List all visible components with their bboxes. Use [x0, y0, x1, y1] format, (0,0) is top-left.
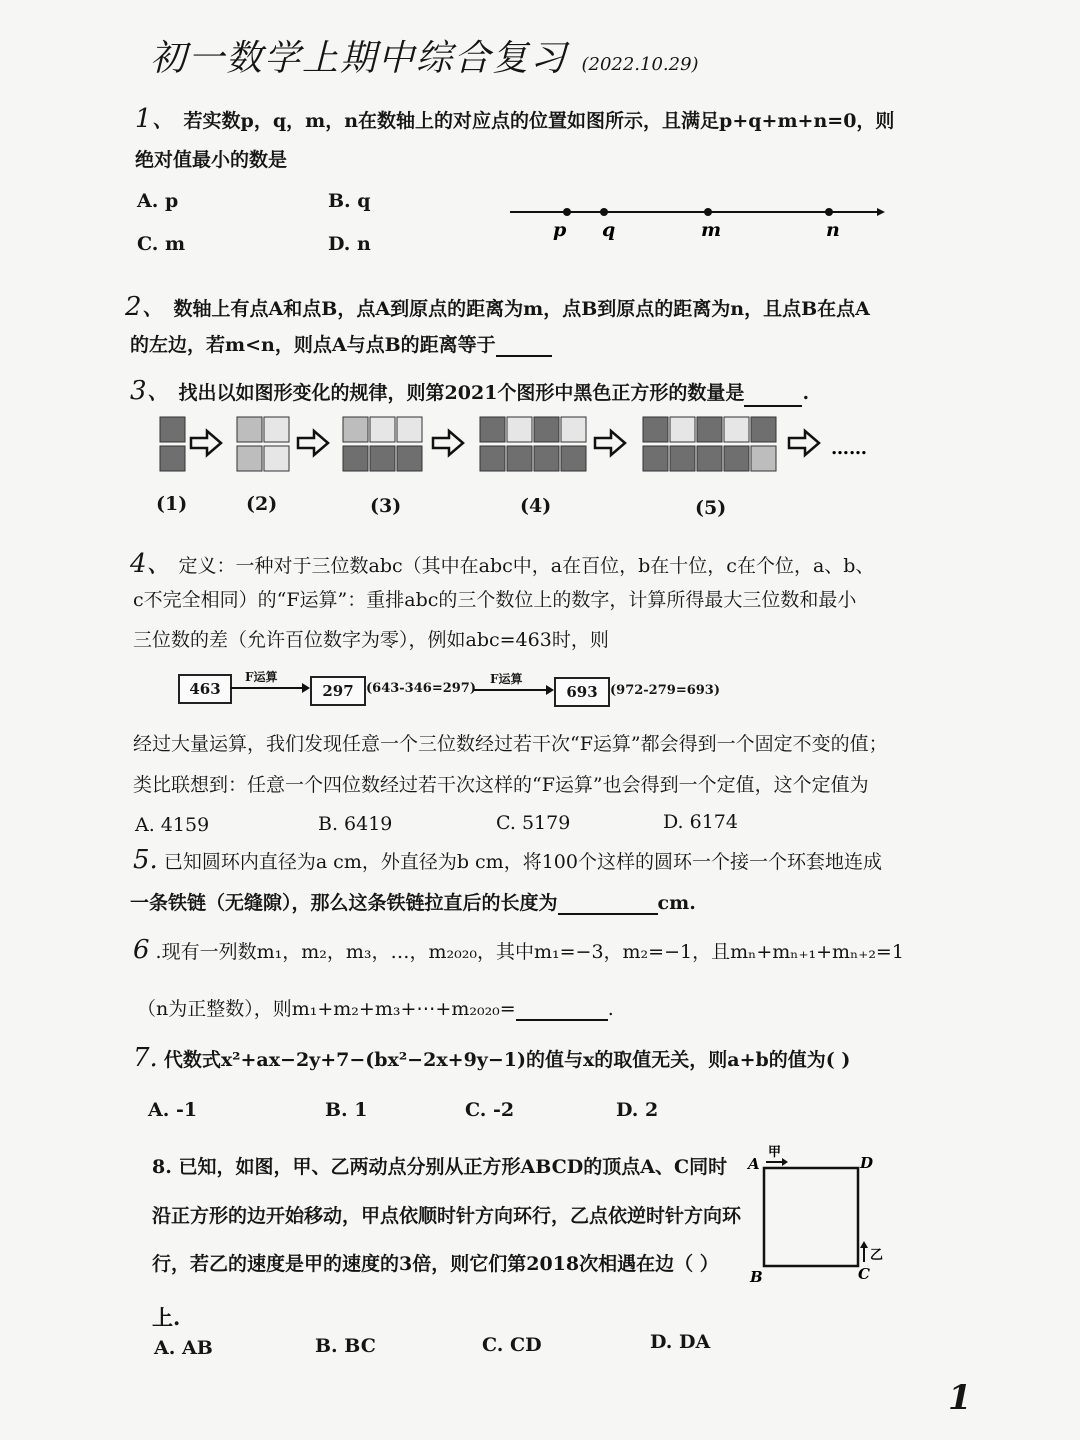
label-p: p [553, 219, 567, 241]
arrow-head-icon [877, 208, 885, 216]
page-title [150, 30, 699, 81]
figure-3 [343, 417, 422, 471]
flow-box-463: 463 [178, 674, 232, 704]
q8-line1 [152, 1152, 727, 1179]
q2-line1 [125, 286, 870, 323]
q2-line2 [130, 330, 552, 357]
q5-answer-blank [558, 895, 658, 915]
square-figure [740, 1138, 890, 1288]
jia-arrowhead-icon [782, 1158, 788, 1166]
arrow-icon [595, 431, 625, 455]
q7-number: 7. [133, 1043, 158, 1073]
flow-box-693: 693 [554, 677, 610, 707]
flow-note-2: (972-279=693) [610, 683, 720, 698]
arrow-icon [789, 431, 819, 455]
q8-line3: 行，若乙的速度是甲的速度的3倍，则它们第2018次相遇在边（ ） [152, 1253, 719, 1275]
q4-text1: 定义：一种对于三位数abc（其中在abc中，a在百位，b在十位，c在个位，a、b、 [178, 555, 875, 577]
q8-line2: 沿正方形的边开始移动，甲点依顺时针方向环行，乙点依逆时针方向环 [152, 1205, 742, 1227]
figure-2 [237, 417, 289, 471]
q5-line1 [133, 845, 882, 875]
q4-line2: c不完全相同）的“F运算”：重排abc的三个数位上的数字，计算所得最大三位数和最小 [133, 589, 857, 611]
title-text: 初一数学上期中综合复习 [150, 38, 569, 79]
yi-label: 乙 [870, 1248, 884, 1263]
q6-text1: .现有一列数m₁，m₂，m₃，…，m₂₀₂₀，其中m₁=−3，m₂=−1，且mₙ+mₙ₊₁+mₙ₊₂=1 [155, 941, 904, 963]
q3-line1: 3、 找出以如图形变化的规律，则第2021个图形中黑色正方形的数量是 . [130, 376, 810, 406]
q2-text2: 的左边，若m<n，则点A与点B的距离等于 [130, 334, 496, 356]
q6-answer-blank [516, 1001, 608, 1021]
q8-text1: 已知，如图，甲、乙两动点分别从正方形ABCD的顶点A、C同时 [178, 1156, 728, 1178]
flow-op-1: F运算 [245, 670, 278, 684]
figure-4 [480, 417, 586, 471]
q3-answer-blank [744, 387, 802, 407]
q4-line4: 经过大量运算，我们发现任意一个三位数经过若干次“F运算”都会得到一个固定不变的值； [133, 733, 888, 755]
q4-option-b: B. 6419 [318, 813, 393, 835]
q5-text2: 一条铁链（无缝隙），那么这条铁链拉直后的长度为 [130, 892, 558, 914]
q3-number: 3、 [130, 376, 173, 406]
q8-line4: 上. [152, 1305, 181, 1330]
point-n [825, 208, 833, 216]
flow-note-1: (643-346=297) [366, 681, 476, 696]
q3-label-4: (4) [520, 495, 552, 517]
q3-label-1: (1) [156, 493, 188, 515]
q1-line1 [135, 98, 894, 135]
square-abcd [764, 1168, 858, 1266]
q2-answer-blank [496, 337, 552, 357]
q8-number: 8. [152, 1156, 172, 1178]
q8-option-d: D. DA [650, 1331, 711, 1353]
q4-option-d: D. 6174 [663, 811, 738, 833]
title-date: (2022.10.29) [581, 54, 699, 75]
q2-text1: 数轴上有点A和点B，点A到原点的距离为m，点B到原点的距离为n，且点B在点A [173, 298, 870, 320]
q6-text2: （n为正整数），则m₁+m₂+m₃+⋯+m₂₀₂₀= [137, 998, 516, 1020]
q7-line1 [133, 1043, 850, 1073]
point-q [600, 208, 608, 216]
q5-number: 5. [133, 845, 158, 875]
q4-option-a: A. 4159 [135, 814, 210, 836]
vertex-c-label: C [858, 1265, 870, 1283]
q6-number: 6 [133, 935, 150, 965]
jia-label: 甲 [768, 1145, 782, 1160]
q7-option-d: D. 2 [616, 1099, 659, 1121]
q1-option-d: D. n [328, 233, 371, 255]
q4-line3: 三位数的差（允许百位数字为零），例如abc=463时，则 [133, 629, 609, 651]
yi-arrowhead-icon [860, 1241, 868, 1248]
arrow-icon [191, 431, 221, 455]
flow-box-297: 297 [310, 676, 366, 706]
q4-number: 4、 [130, 549, 173, 579]
q8-option-a: A. AB [154, 1337, 213, 1359]
pattern-figure [155, 412, 875, 487]
label-q: q [602, 219, 616, 241]
q6-line2: （n为正整数），则m₁+m₂+m₃+⋯+m₂₀₂₀= . [137, 998, 614, 1020]
q1-number: 1、 [135, 104, 178, 134]
q4-line1 [130, 543, 874, 580]
number-line-figure [505, 198, 890, 248]
q1-option-b: B. q [328, 190, 371, 212]
q3-label-2: (2) [246, 493, 278, 515]
q2-number: 2、 [125, 292, 168, 322]
q4-line5: 类比联想到：任意一个四位数经过若干次这样的“F运算”也会得到一个定值，这个定值为 [133, 774, 869, 796]
q7-option-b: B. 1 [325, 1099, 368, 1121]
q5-unit: cm. [657, 892, 696, 914]
q4-option-c: C. 5179 [496, 812, 571, 834]
vertex-a-label: A [748, 1155, 760, 1173]
q7-option-c: C. -2 [465, 1099, 515, 1121]
q3-label-3: (3) [370, 495, 402, 517]
flow-op-2: F运算 [490, 672, 523, 686]
q7-text1: 代数式x²+ax−2y+7−(bx²−2x+9y−1)的值与x的取值无关，则a+b的值为( ) [163, 1049, 851, 1071]
q3-text1: 找出以如图形变化的规律，则第2021个图形中黑色正方形的数量是 [178, 382, 745, 404]
page-mark: 1 [948, 1378, 972, 1418]
label-n: n [826, 219, 840, 241]
q5-text1: 已知圆环内直径为a cm，外直径为b cm，将100个这样的圆环一个接一个环套地连成 [163, 851, 882, 873]
q5-line2 [130, 888, 696, 915]
q8-option-c: C. CD [482, 1334, 542, 1356]
point-m [704, 208, 712, 216]
q7-option-a: A. -1 [148, 1099, 198, 1121]
arrow-icon [298, 431, 328, 455]
q1-option-a: A. p [137, 190, 179, 212]
q8-option-b: B. BC [315, 1335, 376, 1357]
vertex-d-label: D [860, 1154, 874, 1172]
q1-text1: 若实数p，q，m，n在数轴上的对应点的位置如图所示，且满足p+q+m+n=0，则 [183, 110, 895, 132]
q1-option-c: C. m [137, 233, 186, 255]
figure-1 [160, 417, 185, 471]
q3-label-5: (5) [695, 497, 727, 519]
q6-line1 [133, 935, 904, 965]
q3-ellipsis: …… [831, 438, 867, 459]
arrow-icon [433, 431, 463, 455]
figure-5 [643, 417, 776, 471]
point-p [563, 208, 571, 216]
label-m: m [701, 219, 722, 241]
q1-line2: 绝对值最小的数是 [135, 149, 288, 171]
vertex-b-label: B [750, 1268, 763, 1286]
